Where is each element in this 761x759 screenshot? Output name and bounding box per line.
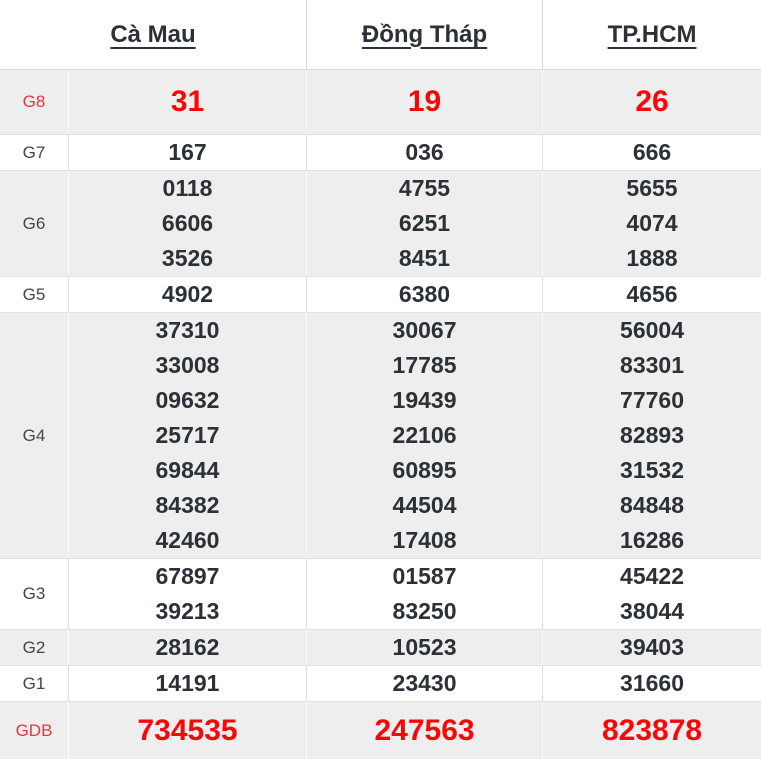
result-number: 39213: [155, 598, 220, 624]
result-number: 19: [407, 85, 442, 118]
prize-row-g5: [0, 276, 761, 312]
prize-label-g3: G3: [0, 558, 68, 629]
result-number: 6606: [161, 210, 214, 236]
result-number: 84382: [155, 492, 220, 518]
result-cell-g3-tphcm: [542, 558, 761, 629]
result-number: 8451: [398, 245, 451, 271]
result-number: 5655: [626, 175, 678, 201]
prize-row-g3: [0, 558, 761, 629]
result-number: 01587: [392, 563, 457, 589]
prize-row-g7: [0, 134, 761, 170]
result-number: 33008: [155, 352, 220, 378]
result-number: 31660: [620, 670, 684, 696]
column-header-ca-mau: [0, 0, 306, 70]
result-number: 1888: [626, 245, 678, 271]
result-number: 10523: [392, 634, 457, 660]
result-number: 23430: [392, 670, 457, 696]
result-cell-g4-ca-mau: [68, 312, 306, 558]
result-cell-g7-ca-mau: [68, 134, 306, 170]
result-cell-g8-tphcm: [542, 70, 761, 134]
prize-label-g2: G2: [0, 629, 68, 665]
prize-label-gdb: GDB: [0, 701, 68, 759]
result-number: 19439: [392, 387, 457, 413]
prize-label-g1: G1: [0, 665, 68, 701]
result-number: 036: [405, 139, 444, 165]
result-cell-gdb-dong-thap: [306, 701, 542, 759]
result-cell-gdb-ca-mau: [68, 701, 306, 759]
result-cell-g7-dong-thap: [306, 134, 542, 170]
result-cell-g4-dong-thap: [306, 312, 542, 558]
prize-row-g2: [0, 629, 761, 665]
prize-row-g8: [0, 70, 761, 134]
result-number: 31: [170, 85, 205, 118]
result-number: 0118: [162, 175, 213, 201]
result-cell-g5-tphcm: [542, 276, 761, 312]
prize-row-g4: [0, 312, 761, 558]
result-number: 167: [168, 139, 207, 165]
province-link-tphcm[interactable]: TP.HCM: [607, 20, 697, 48]
province-link-ca-mau[interactable]: Cà Mau: [110, 20, 196, 48]
result-cell-g6-dong-thap: [306, 170, 542, 276]
result-number: 84848: [620, 492, 684, 518]
result-number: 45422: [620, 563, 684, 589]
result-cell-g1-ca-mau: [68, 665, 306, 701]
result-cell-g5-ca-mau: [68, 276, 306, 312]
result-number: 666: [632, 139, 672, 165]
result-number: 6380: [398, 281, 451, 307]
result-number: 14191: [155, 670, 220, 696]
result-number: 37310: [155, 317, 220, 343]
result-number: 60895: [392, 457, 457, 483]
column-header-dong-thap: [306, 0, 542, 70]
result-cell-gdb-tphcm: [542, 701, 761, 759]
result-number: 4902: [161, 281, 214, 307]
result-number: 28162: [155, 634, 220, 660]
prize-label-g7: G7: [0, 134, 68, 170]
result-number: 4074: [626, 210, 678, 236]
result-cell-g2-tphcm: [542, 629, 761, 665]
result-number: 247563: [374, 714, 475, 747]
result-cell-g4-tphcm: [542, 312, 761, 558]
result-number: 69844: [155, 457, 220, 483]
result-number: 67897: [155, 563, 220, 589]
result-cell-g5-dong-thap: [306, 276, 542, 312]
result-number: 30067: [392, 317, 457, 343]
result-number: 42460: [155, 527, 220, 553]
result-number: 4656: [626, 281, 678, 307]
result-number: 3526: [161, 245, 214, 271]
result-number: 38044: [620, 598, 684, 624]
result-cell-g6-ca-mau: [68, 170, 306, 276]
province-link-dong-thap[interactable]: Đồng Tháp: [361, 20, 488, 48]
result-cell-g2-ca-mau: [68, 629, 306, 665]
prize-label-g4: G4: [0, 312, 68, 558]
result-number: 22106: [392, 422, 457, 448]
result-number: 31532: [620, 457, 684, 483]
prize-row-gdb: [0, 701, 761, 759]
result-number: 44504: [392, 492, 457, 518]
result-number: 56004: [620, 317, 684, 343]
result-number: 823878: [601, 714, 703, 747]
result-number: 39403: [620, 634, 684, 660]
result-cell-g1-dong-thap: [306, 665, 542, 701]
result-number: 6251: [398, 210, 451, 236]
result-cell-g3-dong-thap: [306, 558, 542, 629]
result-number: 734535: [137, 714, 238, 747]
prize-row-g6: [0, 170, 761, 276]
result-cell-g8-ca-mau: [68, 70, 306, 134]
result-cell-g7-tphcm: [542, 134, 761, 170]
result-number: 77760: [620, 387, 684, 413]
result-number: 83250: [392, 598, 457, 624]
column-header-tphcm: [542, 0, 761, 70]
result-cell-g3-ca-mau: [68, 558, 306, 629]
result-number: 82893: [620, 422, 684, 448]
prize-label-g5: G5: [0, 276, 68, 312]
result-cell-g6-tphcm: [542, 170, 761, 276]
result-number: 09632: [155, 387, 220, 413]
prize-row-g1: [0, 665, 761, 701]
result-number: 4755: [398, 175, 451, 201]
result-cell-g1-tphcm: [542, 665, 761, 701]
prize-label-g6: G6: [0, 170, 68, 276]
result-number: 26: [635, 85, 669, 118]
result-cell-g8-dong-thap: [306, 70, 542, 134]
prize-label-g8: G8: [0, 70, 68, 134]
result-number: 16286: [620, 527, 684, 553]
province-header-row: [0, 0, 761, 70]
result-number: 83301: [620, 352, 684, 378]
result-number: 17408: [392, 527, 457, 553]
result-cell-g2-dong-thap: [306, 629, 542, 665]
result-number: 25717: [155, 422, 220, 448]
result-number: 17785: [392, 352, 457, 378]
